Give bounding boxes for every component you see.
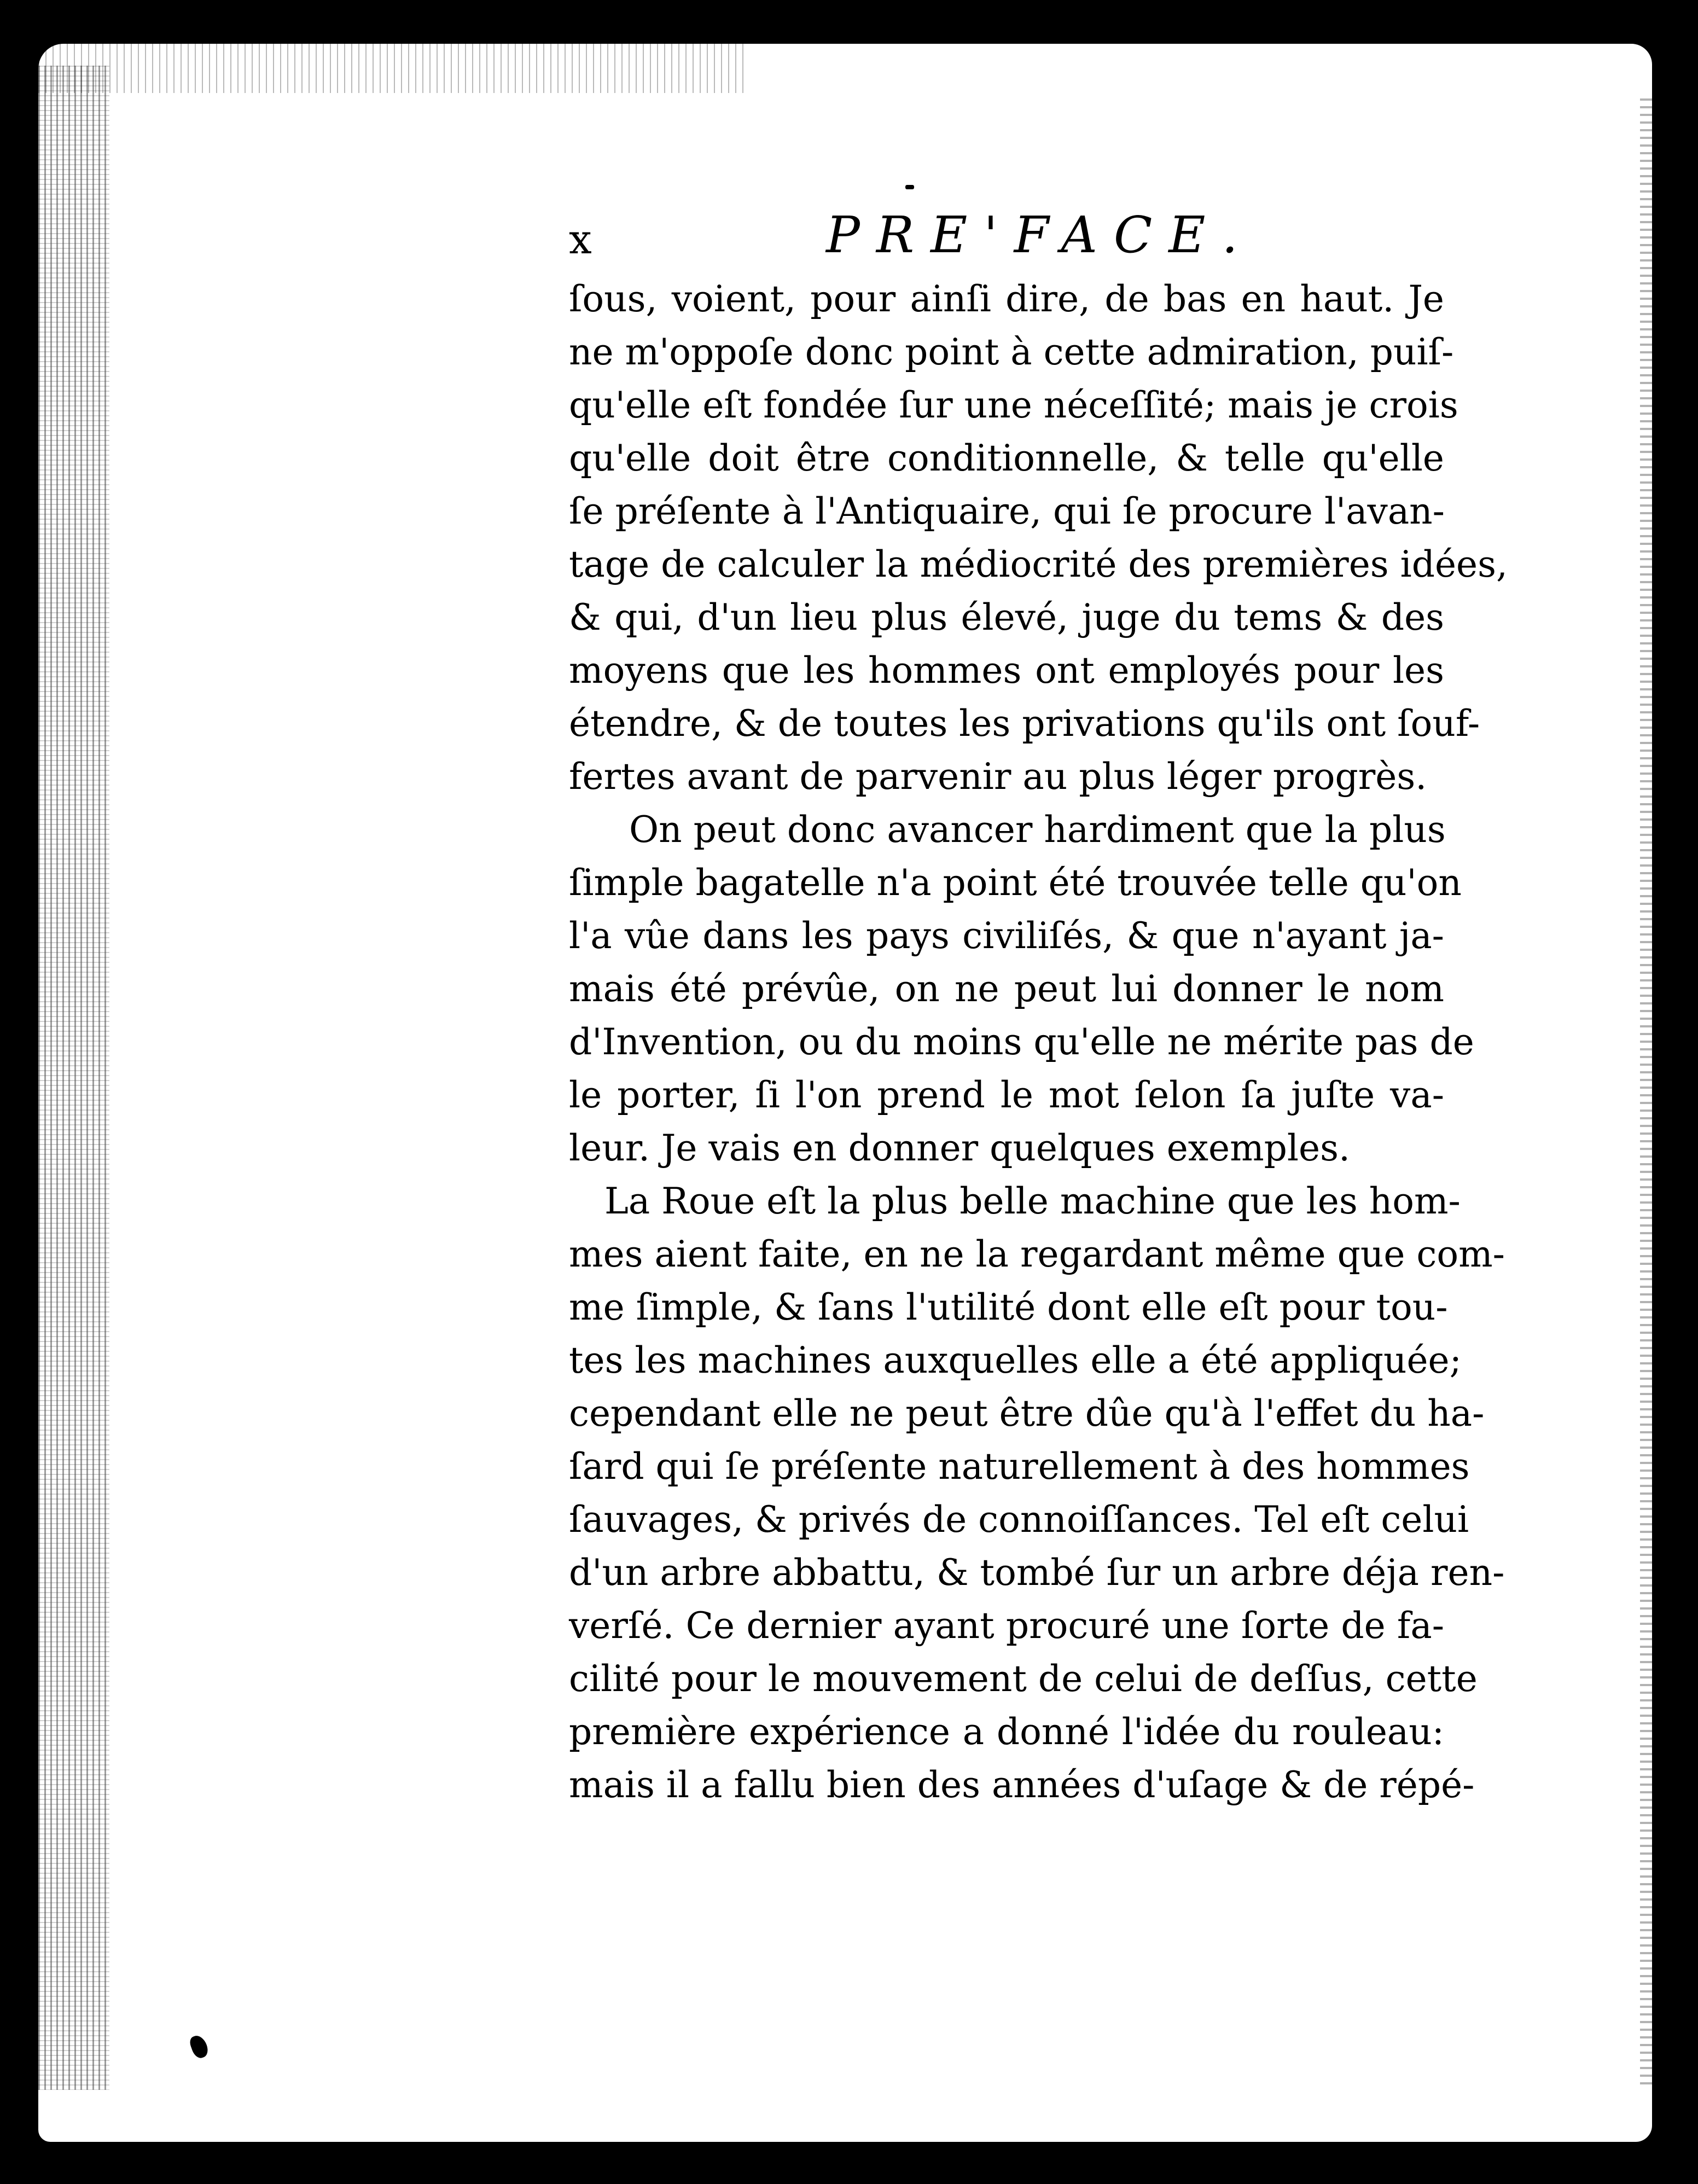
body-text xyxy=(569,272,1508,1811)
running-head-title: PRE'FACE. xyxy=(826,206,1254,264)
text-line: qu'elle doit être conditionnelle, & telle qu'elle xyxy=(569,437,1444,479)
text-line: me ſimple, & ſans l'utilité dont elle eſt pour tou- xyxy=(569,1286,1448,1328)
text-line: ſous, voient, pour ainſi dire, de bas en haut. Je xyxy=(569,278,1444,320)
text-line: première expérience a donné l'idée du rouleau: xyxy=(569,1711,1444,1753)
ink-speck xyxy=(905,185,914,189)
page-number: x xyxy=(569,216,592,263)
text-line: tage de calculer la médiocrité des premières idées, xyxy=(569,543,1508,585)
text-line: On peut donc avancer hardiment que la plus xyxy=(629,809,1446,851)
text-line: & qui, d'un lieu plus élevé, juge du tems & des xyxy=(569,596,1444,638)
text-line: ſard qui ſe préſente naturellement à des hommes xyxy=(569,1445,1470,1488)
text-line: qu'elle eſt fondée ſur une néceſſité; mais je crois xyxy=(569,384,1458,426)
text-line: l'a vûe dans les pays civiliſés, & que n'ayant ja- xyxy=(569,915,1444,957)
text-line: leur. Je vais en donner quelques exemples. xyxy=(569,1127,1350,1169)
text-line: mais il a fallu bien des années d'uſage & de répé- xyxy=(569,1764,1475,1806)
page-edge-shadow-top xyxy=(38,44,749,93)
running-head xyxy=(569,202,1444,268)
text-line: ne m'oppoſe donc point à cette admiration, puiſ- xyxy=(569,331,1454,373)
text-line: d'un arbre abbattu, & tombé ſur un arbre déja ren- xyxy=(569,1552,1505,1594)
text-line: tes les machines auxquelles elle a été appliquée; xyxy=(569,1339,1462,1381)
text-line: La Roue eſt la plus belle machine que les hom- xyxy=(604,1180,1461,1222)
text-line: fertes avant de parvenir au plus léger progrès. xyxy=(569,756,1427,798)
text-line: moyens que les hommes ont employés pour les xyxy=(569,649,1444,692)
text-line: d'Invention, ou du moins qu'elle ne mérite pas de xyxy=(569,1021,1474,1063)
text-line: ſauvages, & privés de connoiſſances. Tel eſt celui xyxy=(569,1498,1469,1541)
text-line: ſe préſente à l'Antiquaire, qui ſe procure l'avan- xyxy=(569,490,1445,532)
text-line: mes aient faite, en ne la regardant même que com- xyxy=(569,1233,1505,1275)
text-line: le porter, ſi l'on prend le mot ſelon ſa juſte va- xyxy=(569,1074,1444,1116)
text-line: cependant elle ne peut être dûe qu'à l'effet du ha- xyxy=(569,1392,1485,1434)
text-line: cilité pour le mouvement de celui de deſſus, cette xyxy=(569,1658,1478,1700)
text-line: étendre, & de toutes les privations qu'ils ont ſouf- xyxy=(569,702,1480,745)
text-line: ſimple bagatelle n'a point été trouvée telle qu'on xyxy=(569,862,1462,904)
text-line: mais été prévûe, on ne peut lui donner le nom xyxy=(569,968,1444,1010)
page-edge-shadow-right xyxy=(1640,98,1652,2090)
page-edge-shadow-left xyxy=(38,66,109,2090)
text-line: verſé. Ce dernier ayant procuré une ſorte de fa- xyxy=(569,1605,1444,1647)
